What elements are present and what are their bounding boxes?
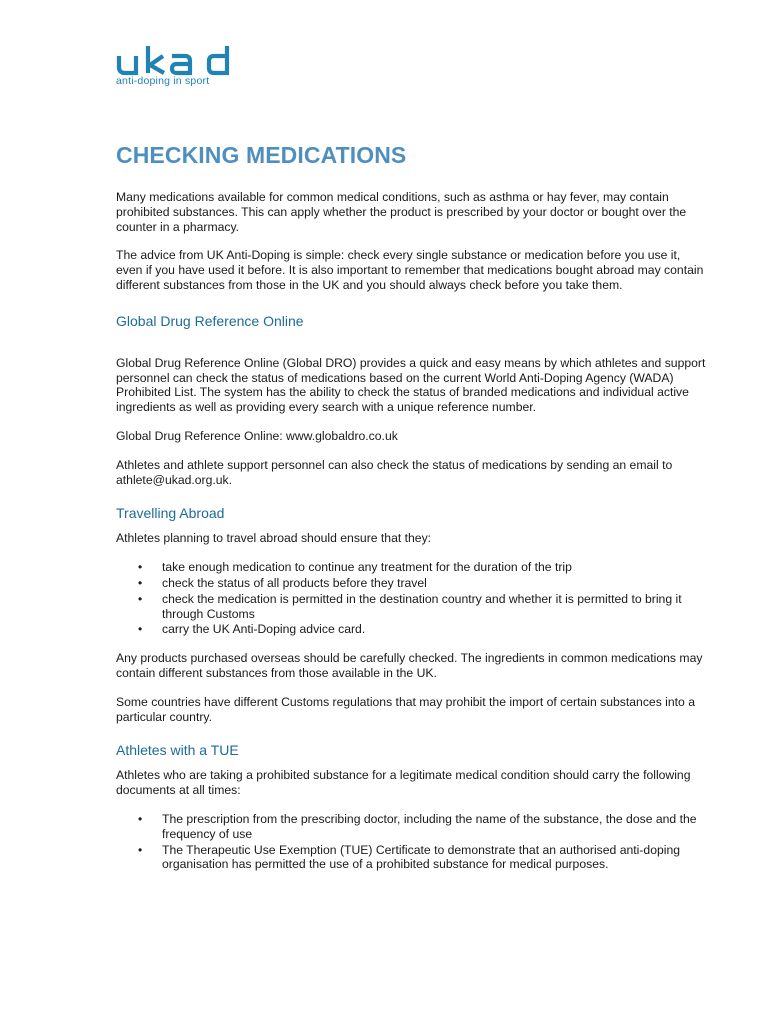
intro-paragraph-2: The advice from UK Anti-Doping is simple: check every single substance or medication before you use it, even if you have used it before. It is also important to remember that medications bought abroad may contain different substances from those in the UK and you should always check before you take them. <box>116 248 704 292</box>
list-item: • take enough medication to continue any treatment for the duration of the trip <box>162 560 706 575</box>
intro-paragraph-1: Many medications available for common medical conditions, such as asthma or hay fever, may contain prohibited substances. This can apply whether the product is prescribed by your doctor or bought over the counter in a pharmacy. <box>116 190 687 234</box>
document-body <box>116 142 706 886</box>
heading-travelling-abroad: Travelling Abroad <box>116 505 225 522</box>
page-title: CHECKING MEDICATIONS <box>116 142 407 168</box>
list-item: • The prescription from the prescribing doctor, including the name of the substance, the dose and the frequency of use <box>162 812 706 842</box>
logo-tagline: anti-doping in sport <box>116 75 210 87</box>
travel-bullet-list <box>116 560 706 637</box>
list-item: • check the medication is permitted in the destination country and whether it is permitted to bring it through Customs <box>162 592 706 622</box>
tue-intro: Athletes who are taking a prohibited substance for a legitimate medical condition should carry the following documents at all times: <box>116 768 691 798</box>
gdro-paragraph: Global Drug Reference Online (Global DRO) provides a quick and easy means by which athletes and support personnel can check the status of medications based on the current World Anti-Doping Agency (WADA) Prohibited List. The system has the ability to check the status of branded medications and individual active ingredients as well as providing every search with a unique reference number. <box>116 355 706 415</box>
gdro-email-paragraph: Athletes and athlete support personnel can also check the status of medications by sending an email to athlete@ukad.org.uk. <box>116 457 673 487</box>
travel-paragraph-2: Any products purchased overseas should be carefully checked. The ingredients in common medications may contain different substances from those available in the UK. <box>116 651 703 680</box>
tue-bullet-list <box>116 812 706 872</box>
list-item: • check the status of all products before they travel <box>162 576 706 591</box>
heading-athletes-tue: Athletes with a TUE <box>116 742 239 759</box>
gdro-link-line: Global Drug Reference Online: www.globaldro.co.uk <box>116 428 398 443</box>
heading-global-dro: Global Drug Reference Online <box>116 312 304 329</box>
list-item: • carry the UK Anti-Doping advice card. <box>162 622 706 637</box>
list-item: • The Therapeutic Use Exemption (TUE) Certificate to demonstrate that an authorised anti-doping organisation has permitted the use of a prohibited substance for medical purposes. <box>162 843 706 873</box>
travel-paragraph-3: Some countries have different Customs regulations that may prohibit the import of certain substances into a particular country. <box>116 694 695 724</box>
travel-intro: Athletes planning to travel abroad should ensure that they: <box>116 531 432 546</box>
